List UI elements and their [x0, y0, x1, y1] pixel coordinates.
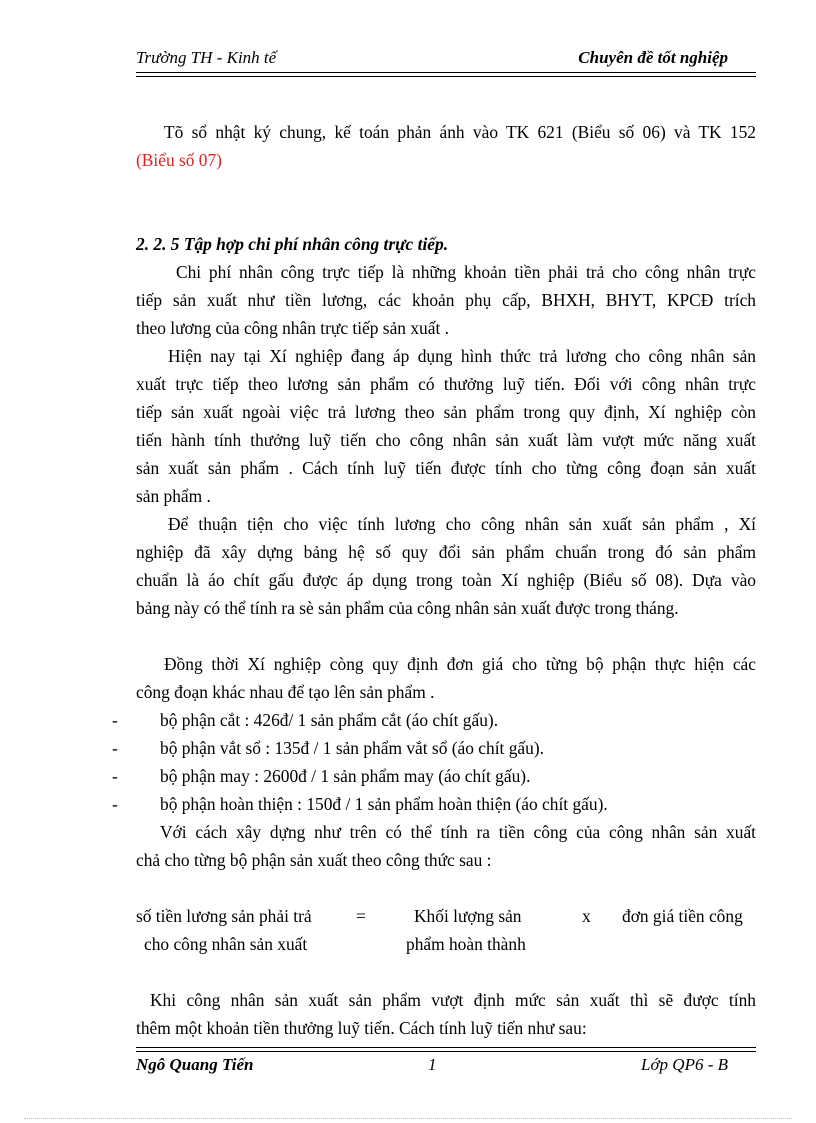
- p3-line: Để thuận tiện cho việc tính lương cho công nhân sản xuất sản phẩm , Xí: [168, 514, 756, 534]
- footer-author: Ngô Quang Tiến: [136, 1055, 254, 1074]
- bullet-item: bộ phận hoàn thiện : 150đ / 1 sản phẩm hoàn thiện (áo chít gấu).: [160, 794, 608, 814]
- p1-line: tiếp sản xuất như tiền lương, các khoản phụ cấp, BHXH, BHYT, KPCĐ trích: [136, 290, 756, 310]
- p2-line: sản phẩm .: [136, 486, 211, 506]
- footer-rule-top: [136, 1047, 756, 1048]
- footer-rule-bottom: [136, 1051, 756, 1052]
- footer-page-number: 1: [428, 1055, 437, 1074]
- header-rule-bottom: [136, 76, 756, 77]
- p1-line: theo lương của công nhân trực tiếp sản xuất .: [136, 318, 449, 338]
- header-rule-top: [136, 72, 756, 73]
- bullet-marker: -: [112, 794, 118, 814]
- p5-line: chả cho từng bộ phận sản xuất theo công thức sau :: [136, 850, 492, 870]
- header-title: Chuyên đề tốt nghiệp: [578, 48, 728, 67]
- formula-term2: đơn giá tiền công: [622, 906, 743, 926]
- footer-class: Lớp QP6 - B: [641, 1055, 728, 1074]
- header-school: Trường TH - Kinh tế: [136, 48, 277, 67]
- p2-line: tiếp sản xuất ngoài việc trả lương theo sản phẩm trong quy định, Xí nghiệp còn: [136, 402, 756, 422]
- formula-lhs-line-1: số tiền lương sản phải trả: [136, 906, 312, 926]
- formula-times: x: [582, 906, 591, 926]
- p3-line: nghiệp đã xây dựng bảng hệ số quy đổi sản phẩm chuẩn trong đó sản phẩm: [136, 542, 756, 562]
- p6-line: thêm một khoản tiền thưởng luỹ tiến. Cách tính luỹ tiến như sau:: [136, 1018, 587, 1038]
- bullet-item: bộ phận cắt : 426đ/ 1 sản phẩm cắt (áo chít gấu).: [160, 710, 499, 730]
- intro-line-2: (Biểu số 07): [136, 150, 222, 170]
- page-edge-dotted-line: [24, 1118, 792, 1119]
- bullet-item: bộ phận vắt sổ : 135đ / 1 sản phẩm vắt sổ (áo chít gấu).: [160, 738, 544, 758]
- p3-line: chuẩn là áo chít gấu được áp dụng trong toàn Xí nghiệp (Biểu số 08). Dựa vào: [136, 570, 756, 590]
- formula-equals: =: [356, 906, 366, 926]
- p1-line: Chi phí nhân công trực tiếp là những khoản tiền phải trả cho công nhân trực: [176, 262, 756, 282]
- p6-line: Khi công nhân sản xuất sản phẩm vượt định mức sản xuất thì sẽ được tính: [150, 990, 756, 1010]
- bullet-marker: -: [112, 738, 118, 758]
- section-heading: 2. 2. 5 Tập hợp chi phí nhân công trực tiếp.: [136, 234, 449, 254]
- p4-line: công đoạn khác nhau để tạo lên sản phẩm .: [136, 682, 435, 702]
- p2-line: tiến hành tính thưởng luỹ tiến cho công nhân sản xuất làm vượt mức năng xuất: [136, 430, 756, 450]
- p2-line: Hiện nay tại Xí nghiệp đang áp dụng hình thức trả lương cho công nhân sản: [168, 346, 756, 366]
- p2-line: sản xuất sản phẩm . Cách tính luỹ tiến được tính cho từng công đoạn sản xuất: [136, 458, 756, 478]
- bullet-item: bộ phận may : 2600đ / 1 sản phẩm may (áo chít gấu).: [160, 766, 531, 786]
- formula-term1-line-2: phẩm hoàn thành: [406, 934, 526, 954]
- formula-lhs-line-2: cho công nhân sản xuất: [144, 934, 308, 954]
- formula-term1-line-1: Khối lượng sản: [414, 906, 522, 926]
- p4-line: Đồng thời Xí nghiệp còng quy định đơn giá cho từng bộ phận thực hiện các: [164, 654, 756, 674]
- p3-line: bảng này có thể tính ra sè sản phẩm của công nhân sản xuất được trong tháng.: [136, 598, 679, 618]
- bullet-marker: -: [112, 766, 118, 786]
- p2-line: xuất trực tiếp theo lương sản phẩm có thưởng luỹ tiến. Đối với công nhân trực: [136, 374, 756, 394]
- bullet-marker: -: [112, 710, 118, 730]
- intro-line-1: Tõ sổ nhật ký chung, kế toán phản ánh vào TK 621 (Biểu số 06) và TK 152: [164, 122, 756, 142]
- p5-line: Với cách xây dựng như trên có thể tính ra tiền công của công nhân sản xuất: [160, 822, 756, 842]
